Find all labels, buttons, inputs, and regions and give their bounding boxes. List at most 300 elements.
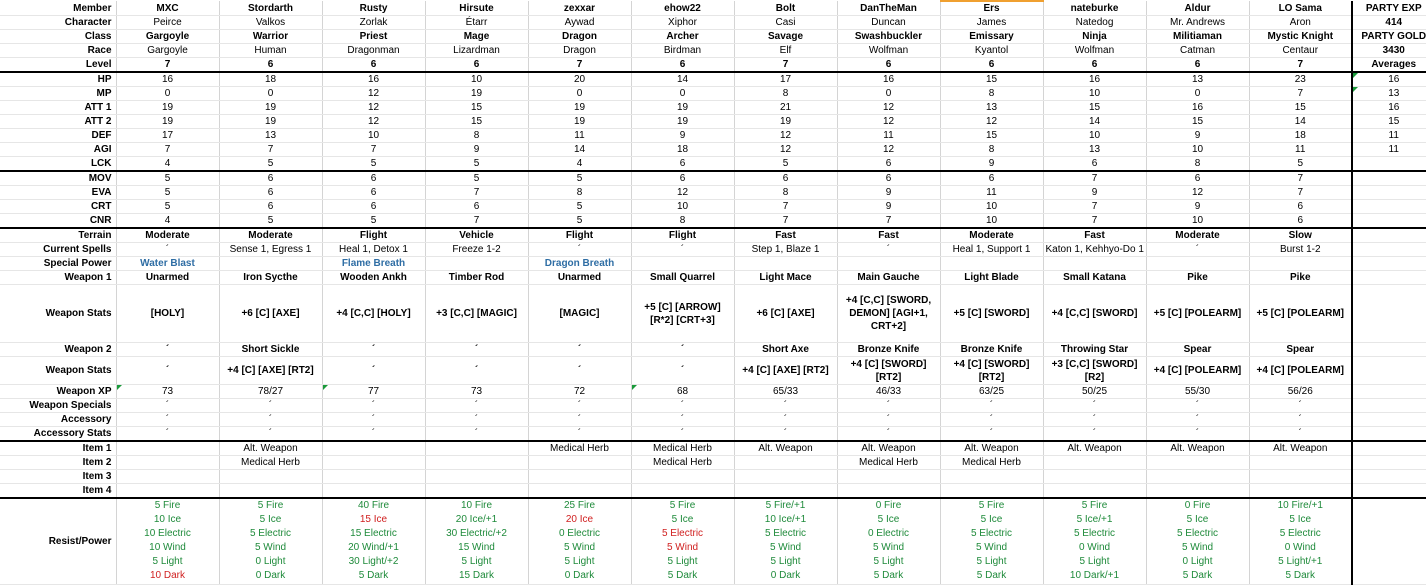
cell[interactable]: 5 — [734, 157, 837, 172]
cell[interactable]: nateburke — [1043, 1, 1146, 16]
row-label[interactable]: MOV — [0, 171, 116, 186]
cell[interactable]: James — [940, 16, 1043, 30]
cell[interactable]: Archer — [631, 30, 734, 44]
cell[interactable]: 5 — [425, 171, 528, 186]
cell[interactable]: 18 — [219, 72, 322, 87]
cell[interactable]: Zorlak — [322, 16, 425, 30]
cell[interactable]: 8 — [940, 143, 1043, 157]
cell[interactable]: 7 — [425, 186, 528, 200]
cell[interactable]: 7 — [116, 143, 219, 157]
cell[interactable]: Medical Herb — [837, 456, 940, 470]
cell[interactable]: Water Blast — [116, 257, 219, 271]
cell[interactable]: Burst 1-2 — [1249, 243, 1352, 257]
cell[interactable]: ´ — [425, 399, 528, 413]
cell[interactable] — [940, 498, 1043, 584]
cell[interactable]: 7 — [425, 214, 528, 229]
cell[interactable]: 6 — [1146, 171, 1249, 186]
cell[interactable]: Moderate — [1146, 228, 1249, 243]
cell[interactable]: 6 — [1249, 200, 1352, 214]
cell[interactable]: +6 [C] [AXE] — [734, 285, 837, 343]
cell[interactable]: LO Sama — [1249, 1, 1352, 16]
cell[interactable] — [1146, 470, 1249, 484]
row-label[interactable]: Member — [0, 1, 116, 16]
cell[interactable]: 16 — [322, 72, 425, 87]
cell[interactable]: Swashbuckler — [837, 30, 940, 44]
row-label[interactable]: CRT — [0, 200, 116, 214]
cell[interactable]: Militiaman — [1146, 30, 1249, 44]
cell[interactable]: ´ — [425, 427, 528, 442]
cell[interactable]: 0 — [116, 87, 219, 101]
cell[interactable]: Wolfman — [837, 44, 940, 58]
cell[interactable]: 7 — [1249, 171, 1352, 186]
cell[interactable]: 6 — [322, 171, 425, 186]
cell[interactable]: Mr. Andrews — [1146, 16, 1249, 30]
cell[interactable]: Medical Herb — [631, 456, 734, 470]
cell[interactable]: 6 — [1043, 58, 1146, 73]
cell[interactable]: 7 — [734, 58, 837, 73]
cell[interactable]: 7 — [837, 214, 940, 229]
cell[interactable]: ´ — [528, 343, 631, 357]
cell[interactable]: Natedog — [1043, 16, 1146, 30]
cell[interactable]: Elf — [734, 44, 837, 58]
cell[interactable]: 7 — [1249, 58, 1352, 73]
cell[interactable]: 6 — [837, 171, 940, 186]
cell[interactable]: ´ — [1146, 399, 1249, 413]
cell[interactable]: 12 — [631, 186, 734, 200]
cell[interactable]: +4 [C,C] [SWORD, DEMON] [AGI+1, CRT+2] — [837, 285, 940, 343]
cell[interactable] — [631, 498, 734, 584]
cell[interactable] — [322, 470, 425, 484]
cell[interactable]: ´ — [116, 343, 219, 357]
cell[interactable]: Duncan — [837, 16, 940, 30]
cell[interactable]: 19 — [116, 101, 219, 115]
cell[interactable]: Alt. Weapon — [1146, 441, 1249, 456]
cell[interactable]: 15 — [1043, 101, 1146, 115]
cell[interactable] — [219, 498, 322, 584]
cell[interactable] — [837, 498, 940, 584]
cell[interactable]: Alt. Weapon — [219, 441, 322, 456]
cell[interactable]: ´ — [528, 427, 631, 442]
cell[interactable]: 13 — [219, 129, 322, 143]
cell[interactable]: 12 — [322, 101, 425, 115]
cell[interactable]: 68 — [631, 385, 734, 399]
cell[interactable]: 19 — [219, 115, 322, 129]
cell[interactable]: Medical Herb — [219, 456, 322, 470]
cell[interactable]: Casi — [734, 16, 837, 30]
cell[interactable]: 11 — [837, 129, 940, 143]
cell[interactable]: 13 — [1146, 72, 1249, 87]
cell[interactable]: ´ — [631, 413, 734, 427]
cell[interactable]: Birdman — [631, 44, 734, 58]
cell[interactable]: 14 — [1043, 115, 1146, 129]
cell[interactable]: Wolfman — [1043, 44, 1146, 58]
cell[interactable]: 9 — [1043, 186, 1146, 200]
cell[interactable]: Small Katana — [1043, 271, 1146, 285]
cell[interactable]: 6 — [425, 200, 528, 214]
cell[interactable]: +4 [C] [AXE] [RT2] — [734, 357, 837, 385]
cell[interactable]: Ninja — [1043, 30, 1146, 44]
cell[interactable] — [1146, 257, 1249, 271]
cell[interactable]: ´ — [425, 413, 528, 427]
cell[interactable]: +5 [C] [ARROW] [R*2] [CRT+3] — [631, 285, 734, 343]
cell[interactable]: 46/33 — [837, 385, 940, 399]
cell[interactable]: 78/27 — [219, 385, 322, 399]
row-label[interactable]: Weapon Stats — [0, 285, 116, 343]
cell[interactable] — [1249, 498, 1352, 584]
cell[interactable] — [116, 456, 219, 470]
cell[interactable] — [631, 484, 734, 499]
cell[interactable]: 12 — [734, 143, 837, 157]
row-label[interactable]: AGI — [0, 143, 116, 157]
cell[interactable] — [425, 484, 528, 499]
cell[interactable]: 5 — [322, 214, 425, 229]
cell[interactable]: +3 [C,C] [SWORD] [R2] — [1043, 357, 1146, 385]
cell[interactable]: 9 — [425, 143, 528, 157]
cell[interactable]: Catman — [1146, 44, 1249, 58]
cell[interactable] — [1249, 257, 1352, 271]
cell[interactable] — [116, 441, 219, 456]
cell[interactable]: Gargoyle — [116, 30, 219, 44]
row-label[interactable]: Level — [0, 58, 116, 73]
cell[interactable]: 7 — [219, 143, 322, 157]
cell[interactable]: 7 — [1043, 200, 1146, 214]
cell[interactable] — [837, 484, 940, 499]
cell[interactable]: ´ — [425, 343, 528, 357]
cell[interactable]: Aron — [1249, 16, 1352, 30]
cell[interactable]: Light Blade — [940, 271, 1043, 285]
cell[interactable]: Dragon — [528, 44, 631, 58]
cell[interactable]: Spear — [1146, 343, 1249, 357]
cell[interactable]: ´ — [631, 343, 734, 357]
cell[interactable]: 55/30 — [1146, 385, 1249, 399]
cell[interactable]: 23 — [1249, 72, 1352, 87]
row-label[interactable]: Terrain — [0, 228, 116, 243]
cell[interactable]: 15 — [1249, 101, 1352, 115]
cell[interactable]: Mage — [425, 30, 528, 44]
cell[interactable]: 21 — [734, 101, 837, 115]
cell[interactable]: 16 — [837, 72, 940, 87]
cell[interactable]: Medical Herb — [940, 456, 1043, 470]
cell[interactable]: Xiphor — [631, 16, 734, 30]
cell[interactable]: ´ — [1146, 427, 1249, 442]
cell[interactable]: Heal 1, Detox 1 — [322, 243, 425, 257]
cell[interactable]: ´ — [116, 243, 219, 257]
cell[interactable]: 0 — [837, 87, 940, 101]
cell[interactable]: 6 — [219, 186, 322, 200]
cell[interactable]: Flight — [528, 228, 631, 243]
cell[interactable]: 12 — [940, 115, 1043, 129]
cell[interactable]: ´ — [837, 427, 940, 442]
row-label[interactable]: LCK — [0, 157, 116, 172]
cell[interactable]: ´ — [322, 357, 425, 385]
cell[interactable]: Unarmed — [116, 271, 219, 285]
cell[interactable]: 65/33 — [734, 385, 837, 399]
cell[interactable]: Bronze Knife — [940, 343, 1043, 357]
cell[interactable]: 10 — [425, 72, 528, 87]
cell[interactable] — [425, 441, 528, 456]
cell[interactable]: 16 — [116, 72, 219, 87]
cell[interactable]: 5 — [219, 214, 322, 229]
cell[interactable]: 14 — [528, 143, 631, 157]
cell[interactable]: +4 [C,C] [SWORD] — [1043, 285, 1146, 343]
cell[interactable]: Timber Rod — [425, 271, 528, 285]
cell[interactable] — [425, 470, 528, 484]
cell[interactable]: ´ — [1249, 399, 1352, 413]
cell[interactable]: Dragonman — [322, 44, 425, 58]
row-label[interactable]: Character — [0, 16, 116, 30]
cell[interactable]: Ers — [940, 1, 1043, 16]
cell[interactable]: 16 — [1043, 72, 1146, 87]
cell[interactable] — [116, 498, 219, 584]
cell[interactable]: Centaur — [1249, 44, 1352, 58]
cell[interactable]: Unarmed — [528, 271, 631, 285]
cell[interactable]: 15 — [940, 72, 1043, 87]
row-label[interactable]: Class — [0, 30, 116, 44]
row-label[interactable]: Resist/Power — [0, 498, 116, 584]
cell[interactable]: +5 [C] [POLEARM] — [1249, 285, 1352, 343]
cell[interactable]: Katon 1, Kehhyo-Do 1 — [1043, 243, 1146, 257]
cell[interactable]: ´ — [837, 399, 940, 413]
cell[interactable]: ´ — [1043, 413, 1146, 427]
cell[interactable] — [425, 498, 528, 584]
row-label[interactable]: ATT 1 — [0, 101, 116, 115]
cell[interactable]: Fast — [837, 228, 940, 243]
cell[interactable]: 20 — [528, 72, 631, 87]
cell[interactable]: +4 [C] [POLEARM] — [1249, 357, 1352, 385]
cell[interactable]: 6 — [940, 171, 1043, 186]
cell[interactable] — [734, 456, 837, 470]
cell[interactable]: 19 — [425, 87, 528, 101]
cell[interactable]: Alt. Weapon — [837, 441, 940, 456]
cell[interactable]: 4 — [116, 214, 219, 229]
cell[interactable]: 19 — [528, 101, 631, 115]
cell[interactable]: 5 — [116, 200, 219, 214]
cell[interactable]: 0 — [1146, 87, 1249, 101]
cell[interactable] — [322, 498, 425, 584]
row-label[interactable]: Accessory — [0, 413, 116, 427]
cell[interactable]: 15 — [425, 101, 528, 115]
cell[interactable]: ´ — [219, 399, 322, 413]
cell[interactable]: 10 — [1043, 129, 1146, 143]
row-label[interactable]: Accessory Stats — [0, 427, 116, 442]
cell[interactable]: 6 — [940, 58, 1043, 73]
cell[interactable]: Alt. Weapon — [734, 441, 837, 456]
cell[interactable]: Freeze 1-2 — [425, 243, 528, 257]
cell[interactable]: 14 — [631, 72, 734, 87]
row-label[interactable]: Race — [0, 44, 116, 58]
cell[interactable] — [1043, 484, 1146, 499]
cell[interactable] — [734, 470, 837, 484]
cell[interactable] — [322, 456, 425, 470]
cell[interactable]: ´ — [528, 399, 631, 413]
cell[interactable]: 7 — [1043, 214, 1146, 229]
cell[interactable]: ´ — [219, 413, 322, 427]
cell[interactable] — [631, 257, 734, 271]
cell[interactable]: Pike — [1249, 271, 1352, 285]
cell[interactable]: 6 — [1249, 214, 1352, 229]
cell[interactable]: Dragon Breath — [528, 257, 631, 271]
row-label[interactable]: Special Power — [0, 257, 116, 271]
cell[interactable]: 6 — [322, 200, 425, 214]
cell[interactable] — [528, 498, 631, 584]
cell[interactable]: ´ — [1043, 427, 1146, 442]
cell[interactable]: ´ — [322, 413, 425, 427]
cell[interactable]: 6 — [631, 58, 734, 73]
cell[interactable]: 12 — [837, 115, 940, 129]
cell[interactable]: ´ — [116, 427, 219, 442]
cell[interactable]: 10 — [1043, 87, 1146, 101]
cell[interactable]: 5 — [322, 157, 425, 172]
cell[interactable]: 15 — [1146, 115, 1249, 129]
row-label[interactable]: MP — [0, 87, 116, 101]
cell[interactable]: Spear — [1249, 343, 1352, 357]
cell[interactable]: Main Gauche — [837, 271, 940, 285]
row-label[interactable]: Item 3 — [0, 470, 116, 484]
cell[interactable]: ´ — [837, 413, 940, 427]
cell[interactable]: 17 — [116, 129, 219, 143]
cell[interactable]: +4 [C] [POLEARM] — [1146, 357, 1249, 385]
cell[interactable]: 7 — [734, 200, 837, 214]
cell[interactable]: Bronze Knife — [837, 343, 940, 357]
cell[interactable]: ´ — [734, 399, 837, 413]
cell[interactable]: 7 — [1249, 186, 1352, 200]
cell[interactable]: 18 — [1249, 129, 1352, 143]
cell[interactable]: ´ — [1249, 413, 1352, 427]
cell[interactable]: 10 — [322, 129, 425, 143]
cell[interactable] — [734, 498, 837, 584]
cell[interactable]: 14 — [1249, 115, 1352, 129]
row-label[interactable]: Item 4 — [0, 484, 116, 499]
cell[interactable] — [1043, 257, 1146, 271]
cell[interactable]: ´ — [1249, 427, 1352, 442]
cell[interactable]: 6 — [1146, 58, 1249, 73]
cell[interactable]: 5 — [116, 186, 219, 200]
cell[interactable]: +4 [C,C] [HOLY] — [322, 285, 425, 343]
cell[interactable]: Light Mace — [734, 271, 837, 285]
row-label[interactable]: Current Spells — [0, 243, 116, 257]
row-label[interactable]: Weapon 1 — [0, 271, 116, 285]
cell[interactable]: 6 — [631, 171, 734, 186]
row-label[interactable]: DEF — [0, 129, 116, 143]
cell[interactable]: ´ — [631, 243, 734, 257]
cell[interactable]: ´ — [940, 427, 1043, 442]
cell[interactable]: Human — [219, 44, 322, 58]
cell[interactable]: Alt. Weapon — [1249, 441, 1352, 456]
cell[interactable]: +6 [C] [AXE] — [219, 285, 322, 343]
cell[interactable]: 12 — [1146, 186, 1249, 200]
cell[interactable]: 0 — [528, 87, 631, 101]
cell[interactable]: 19 — [631, 115, 734, 129]
cell[interactable]: Moderate — [116, 228, 219, 243]
cell[interactable] — [734, 257, 837, 271]
cell[interactable]: Aldur — [1146, 1, 1249, 16]
cell[interactable]: 6 — [1043, 157, 1146, 172]
cell[interactable]: 10 — [1146, 143, 1249, 157]
cell[interactable]: [MAGIC] — [528, 285, 631, 343]
cell[interactable]: 18 — [631, 143, 734, 157]
cell[interactable]: 63/25 — [940, 385, 1043, 399]
cell[interactable]: 12 — [734, 129, 837, 143]
cell[interactable] — [1146, 484, 1249, 499]
cell[interactable]: ´ — [734, 427, 837, 442]
cell[interactable]: 8 — [1146, 157, 1249, 172]
cell[interactable] — [734, 484, 837, 499]
cell[interactable]: 8 — [425, 129, 528, 143]
cell[interactable] — [116, 470, 219, 484]
cell[interactable]: Stordarth — [219, 1, 322, 16]
cell[interactable] — [116, 484, 219, 499]
cell[interactable]: Rusty — [322, 1, 425, 16]
cell[interactable]: Gargoyle — [116, 44, 219, 58]
cell[interactable]: [HOLY] — [116, 285, 219, 343]
cell[interactable]: 10 — [940, 200, 1043, 214]
cell[interactable]: Medical Herb — [631, 441, 734, 456]
cell[interactable] — [1146, 498, 1249, 584]
cell[interactable]: 19 — [734, 115, 837, 129]
cell[interactable]: Moderate — [219, 228, 322, 243]
cell[interactable]: 12 — [322, 87, 425, 101]
cell[interactable]: ´ — [528, 413, 631, 427]
cell[interactable] — [940, 484, 1043, 499]
cell[interactable]: 73 — [425, 385, 528, 399]
cell[interactable]: 8 — [631, 214, 734, 229]
cell[interactable]: 13 — [940, 101, 1043, 115]
cell[interactable]: 10 — [1146, 214, 1249, 229]
cell[interactable]: 15 — [940, 129, 1043, 143]
cell[interactable]: 6 — [219, 58, 322, 73]
cell[interactable]: 6 — [322, 186, 425, 200]
cell[interactable] — [1146, 456, 1249, 470]
cell[interactable]: 11 — [1249, 143, 1352, 157]
cell[interactable]: Dragon — [528, 30, 631, 44]
row-label[interactable]: Weapon Stats — [0, 357, 116, 385]
cell[interactable]: Savage — [734, 30, 837, 44]
cell[interactable]: 56/26 — [1249, 385, 1352, 399]
cell[interactable]: 72 — [528, 385, 631, 399]
cell[interactable]: ´ — [1146, 413, 1249, 427]
cell[interactable]: Valkos — [219, 16, 322, 30]
cell[interactable]: Aywad — [528, 16, 631, 30]
cell[interactable]: +4 [C] [AXE] [RT2] — [219, 357, 322, 385]
cell[interactable]: 0 — [219, 87, 322, 101]
cell[interactable]: Alt. Weapon — [940, 441, 1043, 456]
row-label[interactable]: CNR — [0, 214, 116, 229]
cell[interactable]: 7 — [528, 58, 631, 73]
cell[interactable]: 5 — [219, 157, 322, 172]
cell[interactable]: 5 — [1249, 157, 1352, 172]
cell[interactable]: Moderate — [940, 228, 1043, 243]
cell[interactable]: zexxar — [528, 1, 631, 16]
cell[interactable]: 10 — [631, 200, 734, 214]
cell[interactable] — [1249, 456, 1352, 470]
cell[interactable]: Slow — [1249, 228, 1352, 243]
cell[interactable]: Emissary — [940, 30, 1043, 44]
cell[interactable]: 9 — [837, 186, 940, 200]
row-label[interactable]: EVA — [0, 186, 116, 200]
cell[interactable]: Step 1, Blaze 1 — [734, 243, 837, 257]
cell[interactable] — [425, 257, 528, 271]
cell[interactable]: Priest — [322, 30, 425, 44]
cell[interactable]: ´ — [528, 243, 631, 257]
cell[interactable]: +5 [C] [SWORD] — [940, 285, 1043, 343]
cell[interactable]: 0 — [631, 87, 734, 101]
cell[interactable]: ´ — [631, 357, 734, 385]
cell[interactable]: ´ — [219, 427, 322, 442]
cell[interactable]: ´ — [1146, 243, 1249, 257]
cell[interactable]: ´ — [631, 427, 734, 442]
cell[interactable]: Peirce — [116, 16, 219, 30]
cell[interactable]: 12 — [837, 101, 940, 115]
